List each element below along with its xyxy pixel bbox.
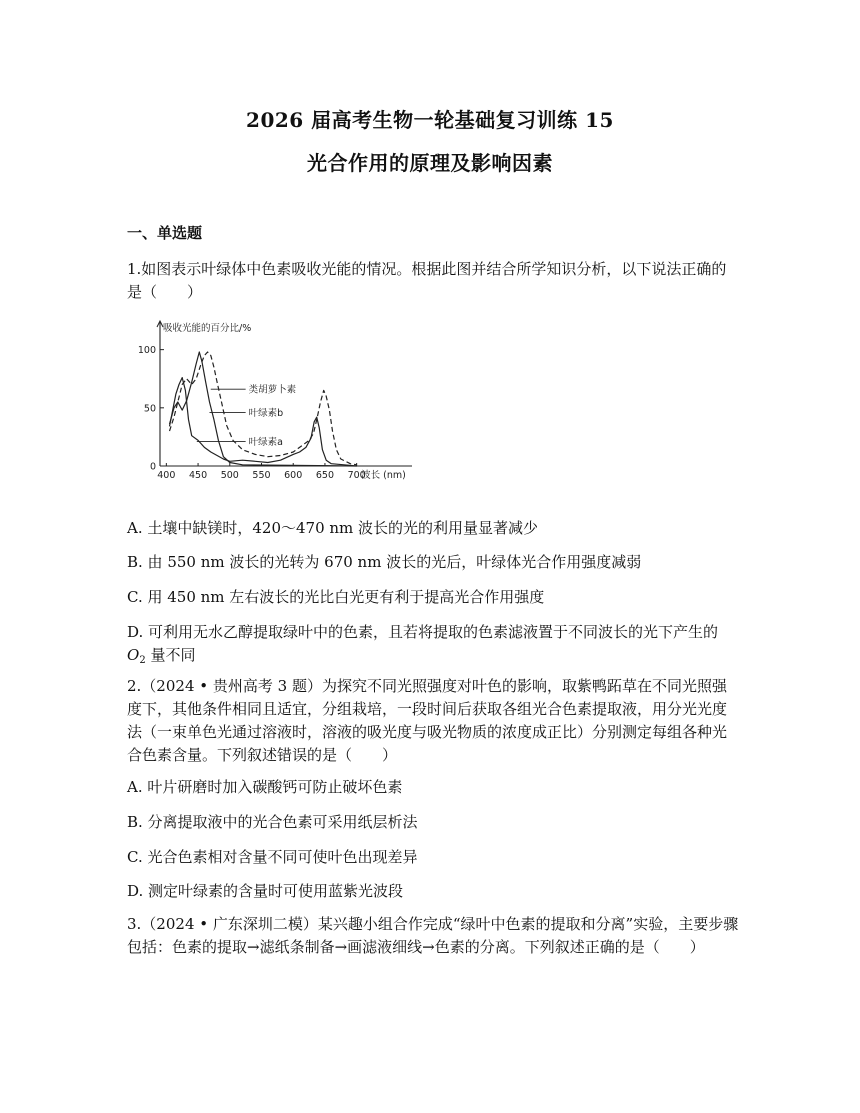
question-2-option-a: A. 叶片研磨时加入碳酸钙可防止破坏色素	[127, 778, 403, 796]
question-1-option-a: A. 土壤中缺镁时，420～470 nm 波长的光的利用量显著减少	[127, 519, 539, 537]
y-tick-label: 0	[149, 461, 156, 473]
x-tick-label: 450	[188, 470, 208, 481]
y-axis-label: 吸收光能的百分比/%	[163, 323, 252, 334]
chlorophyll-a-label: 叶绿素a	[248, 437, 283, 449]
x-tick-label: 650	[315, 470, 335, 481]
x-tick-label: 400	[157, 470, 176, 481]
absorption-spectrum-chart	[127, 318, 427, 490]
section-heading: 一、单选题	[127, 224, 203, 242]
x-axis-label: 波长 (nm)	[361, 470, 406, 481]
question-2-option-c: C. 光合色素相对含量不同可使叶色出现差异	[127, 848, 418, 866]
option-d-text: D. 可利用无水乙醇提取绿叶中的色素，且若将提取的色素滤液置于不同波长的光下产生的	[127, 623, 719, 641]
y-tick-label: 100	[137, 345, 156, 357]
document-title: 2026 届高考生物一轮基础复习训练 15	[246, 108, 614, 132]
x-tick-label: 700	[347, 470, 366, 481]
oxygen-symbol: O	[127, 646, 140, 664]
oxygen-subscript: 2	[139, 655, 146, 666]
question-2-option-b: B. 分离提取液中的光合色素可采用纸层析法	[127, 813, 418, 831]
document-subtitle: 光合作用的原理及影响因素	[307, 151, 553, 175]
carotenoid-label: 类胡萝卜素	[248, 384, 297, 396]
question-2-option-d: D. 测定叶绿素的含量时可使用蓝紫光波段	[127, 882, 404, 900]
x-tick-label: 550	[252, 470, 271, 481]
x-tick-label: 500	[220, 470, 239, 481]
question-3-stem: 3.（2024 • 广东深圳二模）某兴趣小组合作完成“绿叶中色素的提取和分离”实验，主要步骤包括：色素的提取→滤纸条制备→画滤液细线→色素的分离。下列叙述正确的是（ ）	[127, 915, 739, 956]
question-1-option-c: C. 用 450 nm 左右波长的光比白光更有利于提高光合作用强度	[127, 588, 545, 606]
question-1-stem: 1.如图表示叶绿体中色素吸收光能的情况。根据此图并结合所学知识分析，以下说法正确的是（ ）	[127, 260, 727, 301]
y-tick-label: 50	[143, 403, 156, 415]
option-d-tail: 量不同	[145, 646, 196, 664]
x-tick-label: 600	[284, 470, 303, 481]
chlorophyll-b-label: 叶绿素b	[248, 407, 284, 419]
question-1-option-d	[127, 621, 739, 672]
question-1-option-b: B. 由 550 nm 波长的光转为 670 nm 波长的光后，叶绿体光合作用强度减弱	[127, 553, 642, 571]
question-2-stem: 2.（2024 • 贵州高考 3 题）为探究不同光照强度对叶色的影响，取紫鸭跖草在不同光照强度下，其他条件相同且适宜，分组栽培，一段时间后获取各组光合色素提取液，用分光光度法（一束单色光通过溶液时，溶液的吸光度与吸光物质的浓度成正比）分别测定每组各种光合色素含量。下列叙述错误的是（ ）	[127, 677, 728, 764]
